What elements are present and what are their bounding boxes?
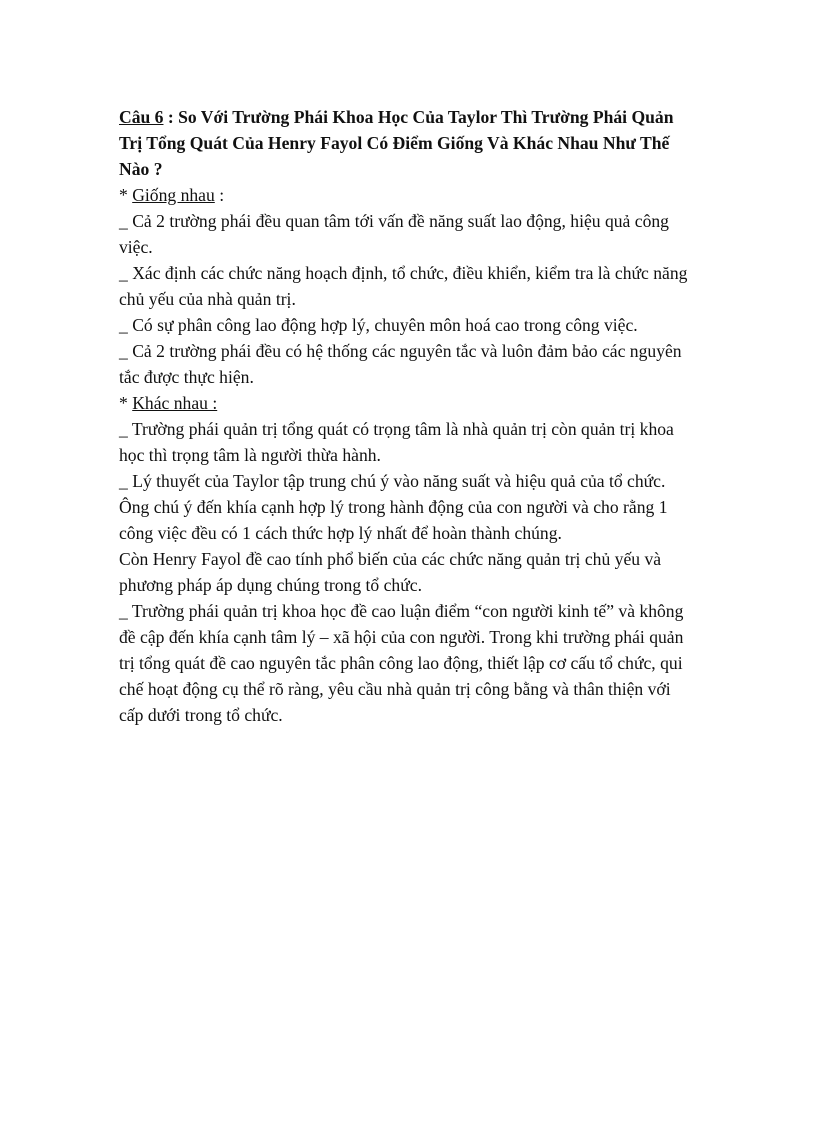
similarities-heading-text: Giống nhau	[132, 185, 215, 205]
similarity-item: _ Cả 2 trường phái đều quan tâm tới vấn đề năng suất lao động, hiệu quả công việc.	[119, 211, 669, 257]
question-text: : So Với Trường Phái Khoa Học Của Taylor Thì Trường Phái Quản Trị Tổng Quát Của Henry Fayol Có Điểm Giống Và Khác Nhau Như Thế Nào ?	[119, 107, 674, 179]
similarities-heading-colon: :	[214, 185, 225, 205]
difference-item: _ Trường phái quản trị khoa học đề cao luận điểm “con người kinh tế” và không đề cập đến khía cạnh tâm lý – xã hội của con người. Trong khi trường phái quản trị tổng quát đề cao nguyên tắc phân công lao động, thiết lập cơ cấu tổ chức, qui chế hoạt động cụ thể rõ ràng, yêu cầu nhà quản trị công bằng và thân thiện với cấp dưới trong tổ chức.	[119, 601, 684, 725]
question-label: Câu 6	[119, 107, 164, 127]
differences-bullet: *	[119, 393, 133, 413]
difference-item: _ Lý thuyết của Taylor tập trung chú ý vào năng suất và hiệu quả của tổ chức. Ông chú ý đến khía cạnh hợp lý trong hành động của con người và cho rằng 1 công việc đều có 1 cách thức hợp lý nhất để hoàn thành chúng.	[119, 471, 668, 543]
similarity-item: _ Có sự phân công lao động hợp lý, chuyên môn hoá cao trong công việc.	[119, 315, 638, 335]
similarities-bullet: *	[119, 185, 133, 205]
differences-heading-text: Khác nhau :	[132, 393, 218, 413]
question-title	[119, 104, 699, 182]
similarity-item: _ Cả 2 trường phái đều có hệ thống các nguyên tắc và luôn đảm bảo các nguyên tắc được thực hiện.	[119, 341, 682, 387]
similarity-item: _ Xác định các chức năng hoạch định, tổ chức, điều khiển, kiểm tra là chức năng chủ yếu của nhà quản trị.	[119, 263, 688, 309]
differences-heading	[119, 390, 699, 416]
difference-item: _ Trường phái quản trị tổng quát có trọng tâm là nhà quản trị còn quản trị khoa học thì trọng tâm là người thừa hành.	[119, 419, 674, 465]
difference-item: Còn Henry Fayol đề cao tính phổ biến của các chức năng quản trị chủ yếu và phương pháp áp dụng chúng trong tổ chức.	[119, 549, 662, 595]
similarities-heading	[119, 182, 699, 208]
document-body	[119, 104, 699, 728]
